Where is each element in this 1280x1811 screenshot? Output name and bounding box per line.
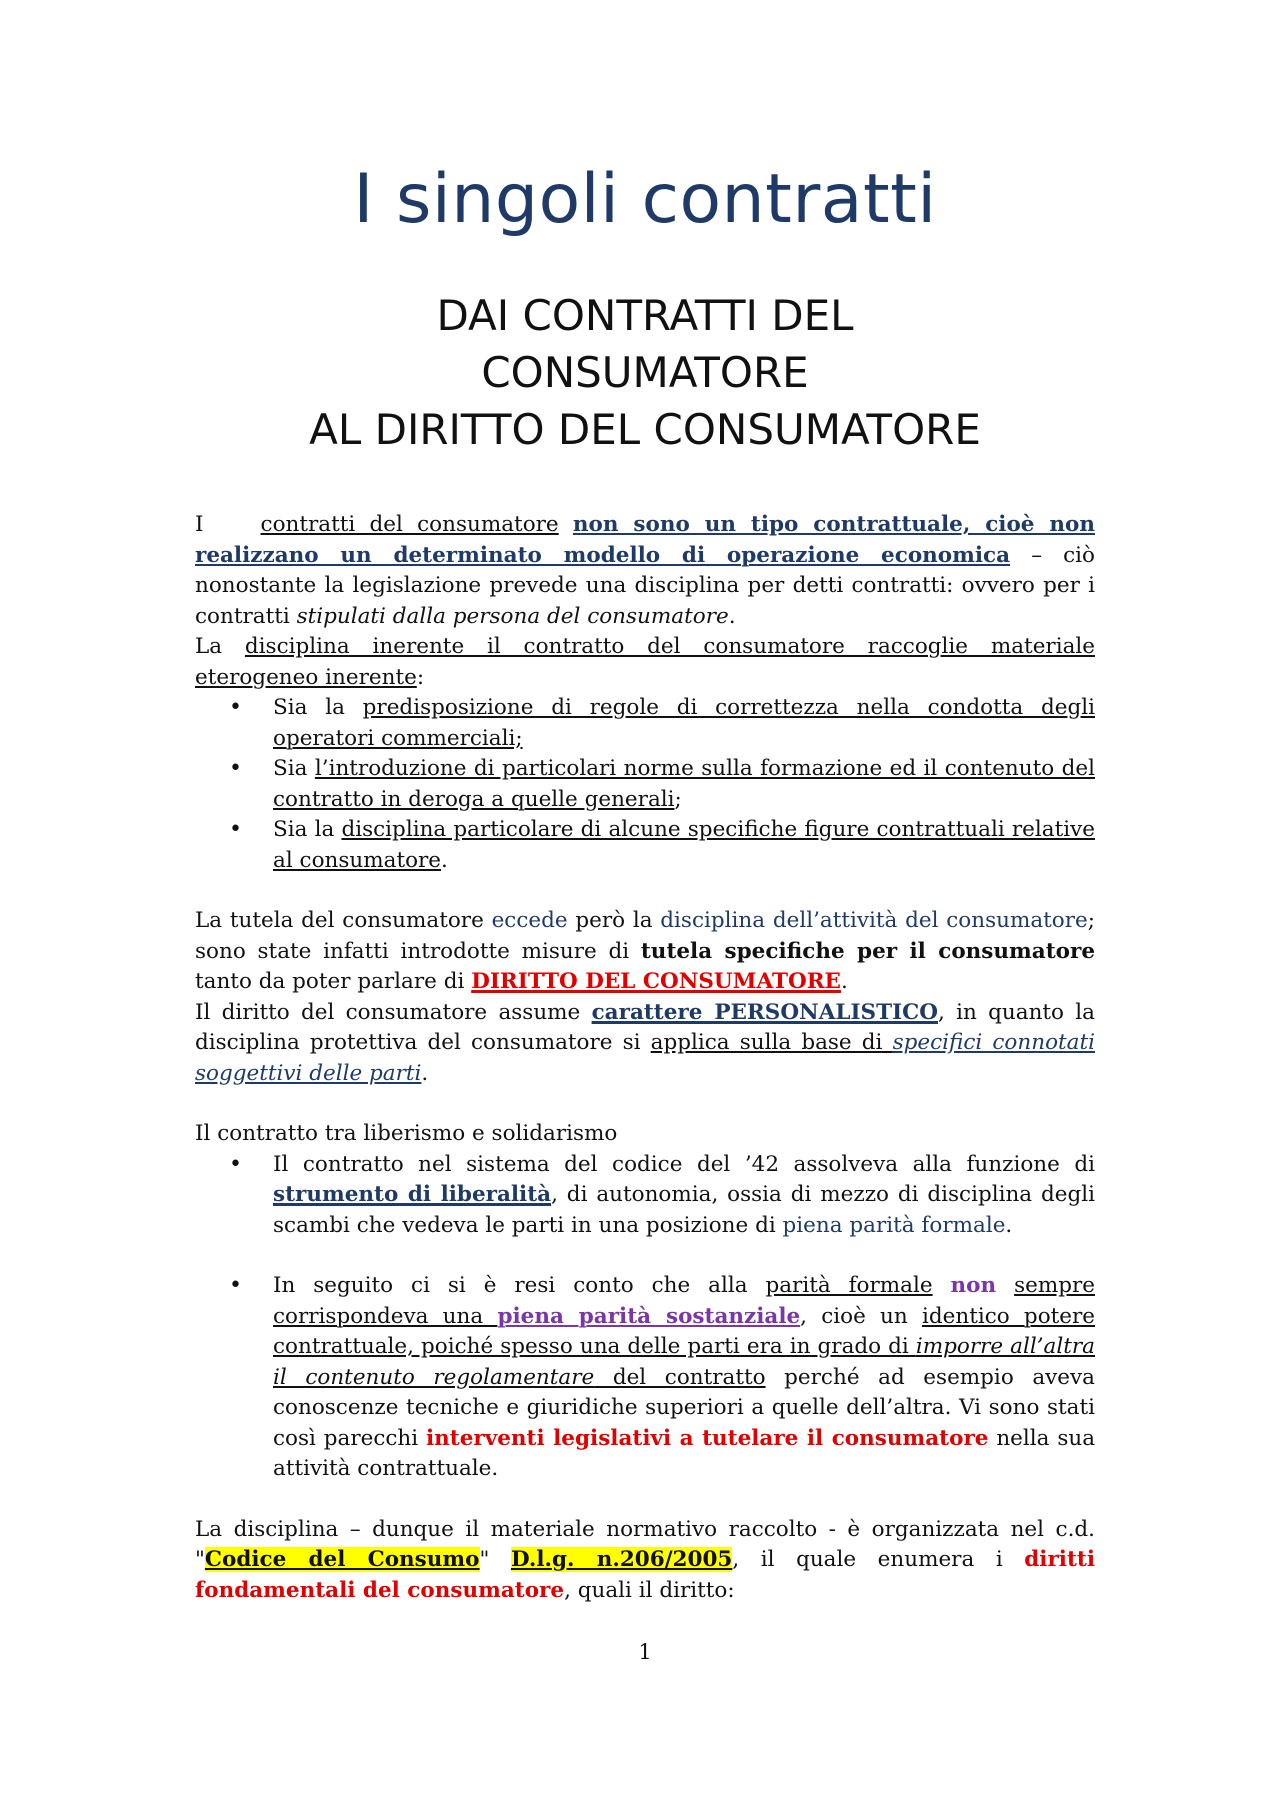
subtitle-line-2: CONSUMATORE [481,348,809,397]
text-run: La [195,634,245,659]
text-run: . [421,1060,429,1086]
paragraph-heading-liberismo: Il contratto tra liberismo e solidarismo [195,1121,618,1146]
text-run: parità formale [765,1273,933,1298]
text-run: , di autonomia, ossia di mezzo di disciplina degli scambi che vedeva le parti in una posizione di [273,1182,1096,1238]
text-run: Codice del Consumo [204,1547,480,1572]
text-run: predisposizione di regole di correttezza nella condotta degli operatori commerciali; [273,695,1095,751]
text-run: D.l.g. n.206/2005 [510,1547,733,1572]
text-run: , cioè un [800,1303,922,1329]
text-run: . [1005,1212,1013,1238]
text-run: La disciplina – dunque il materiale normativo raccolto - è organizzata nel c.d. " [195,1516,1095,1572]
text-run: disciplina dell’attività del consumatore [660,908,1088,933]
text-run: però la [567,908,661,933]
list-item [195,815,1095,876]
paragraph-personalistico [195,998,1095,1090]
text-run: La tutela del consumatore [195,908,492,933]
text-run: Sia [273,756,315,781]
text-run: strumento di liberalità [273,1182,552,1207]
text-run: interventi legislativi a tutelare il consumatore [426,1425,989,1451]
text-run: : [416,664,425,690]
document-title: I singoli contratti [353,160,937,239]
spacer [195,876,1095,906]
text-run: disciplina inerente il contratto del consumatore raccoglie materiale eterogeneo inerente [195,634,1095,690]
text-run: , quali il diritto: [564,1577,735,1603]
text-run: . [840,969,848,994]
bullet-list-disciplina [195,693,1095,876]
page-number: 1 [638,1640,652,1664]
list-item [195,754,1095,815]
list-item [195,1150,1095,1242]
list-item [195,1271,1095,1485]
text-run: eccede [491,908,568,933]
paragraph-tutela [195,906,1095,998]
document-subtitle [195,287,1095,458]
text-run: tutela specifiche per il consumatore [640,938,1095,964]
paragraph-intro [195,510,1095,632]
text-run: applica sulla base di [650,1030,893,1055]
spacer [195,1241,1095,1271]
text-run: specifici connotati soggettivi delle parti [195,1030,1095,1086]
text-run: ; sono state infatti introdotte misure di [195,908,1096,964]
text-run: diritti fondamentali del consumatore [195,1547,1095,1603]
text-run: non [950,1273,997,1298]
text-run: . [441,847,448,873]
text-run: perché ad esempio aveva conoscenze tecniche e giuridiche superiori a quelle dell’altra. Vi sono stati così parecchi [273,1364,1095,1451]
list-item [195,693,1095,754]
text-run: Il contratto nel sistema del codice del ’42 assolveva alla funzione di [273,1151,1095,1177]
subtitle-line-3: AL DIRITTO DEL CONSUMATORE [309,405,981,454]
text-run: imporre all’altra il contenuto regolamentare [273,1334,1095,1390]
text-run: stipulati dalla persona del consumatore [296,603,729,629]
text-run [933,1273,951,1298]
text-run: DIRITTO DEL CONSUMATORE [471,969,841,994]
text-run: Sia la [273,817,342,842]
paragraph-disciplina [195,632,1095,693]
text-run: – ciò nonostante la legislazione prevede una disciplina per detti contratti: ovvero per i contratti [195,542,1095,629]
paragraph-codice-consumo [195,1515,1095,1607]
text-run: ; [674,786,682,812]
document-body [195,510,1095,1606]
spacer [195,1485,1095,1515]
text-run: identico potere contrattuale, poiché spesso una delle parti era in grado di [273,1303,1095,1359]
text-run: Il diritto del consumatore assume [195,999,592,1025]
text-run: , il quale enumera i [732,1547,1025,1572]
text-run: l’introduzione di particolari norme sulla formazione ed il contenuto del contratto in deroga a quelle generali [273,756,1095,812]
text-run: carattere PERSONALISTICO [591,999,938,1025]
text-run: Sia la [273,695,363,720]
text-run: " [479,1547,511,1572]
text-run: disciplina particolare di alcune specifiche figure contrattuali relative al consumatore [273,817,1095,873]
bullet-list-liberismo-2 [195,1271,1095,1485]
text-run: I [195,512,204,537]
subtitle-line-1: DAI CONTRATTI DEL [436,291,854,340]
text-run: del contratto [594,1364,766,1390]
text-run: tanto da poter parlare di [195,969,472,994]
text-run: non sono un tipo contrattuale, cioè non realizzano un determinato modello di operazione economica [195,512,1095,568]
text-run: In seguito ci si è resi conto che alla [273,1273,766,1298]
text-run: . [728,603,736,629]
bullet-list-liberismo [195,1150,1095,1242]
text-run: piena parità formale [782,1212,1006,1238]
text-run [996,1273,1014,1298]
text-run: contratti del consumatore [260,512,559,537]
text-run: piena parità sostanziale [497,1303,801,1329]
text-run: sempre corrispondeva una [273,1273,1095,1329]
spacer [195,1089,1095,1119]
text-run: nella sua attività contrattuale. [273,1425,1096,1481]
text-run: , in quanto la disciplina protettiva del consumatore si [195,999,1095,1055]
